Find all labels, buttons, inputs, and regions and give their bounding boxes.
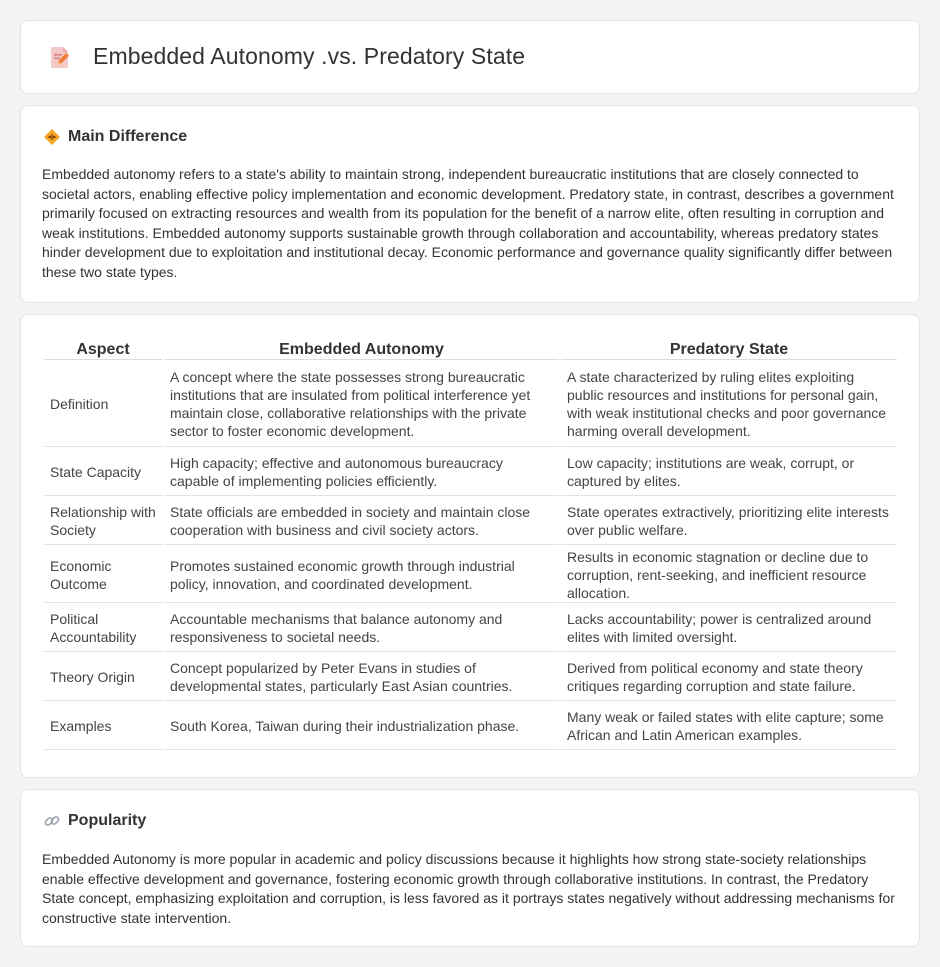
embedded-cell: High capacity; effective and autonomous bureaucracy capable of implementing policies efficiently. bbox=[164, 449, 559, 496]
table-row bbox=[44, 654, 897, 701]
table-row bbox=[44, 362, 897, 447]
comparison-table bbox=[42, 335, 899, 752]
aspect-cell: Political Accountability bbox=[44, 605, 162, 652]
popularity-card bbox=[20, 789, 920, 947]
page-title: Embedded Autonomy .vs. Predatory State bbox=[93, 43, 526, 69]
popularity-text: Embedded Autonomy is more popular in academic and policy discussions because it highlights how strong state-society relationships enable effective development and governance, fostering economic growth through collaborative institutions. In contrast, the Predatory State concept, emphasizing exploitation and corruption, is less favored as it portrays states negatively without addressing mechanisms for constructive state intervention. bbox=[42, 851, 895, 926]
predatory-cell: Many weak or failed states with elite capture; some African and Latin American examples. bbox=[561, 703, 897, 750]
embedded-cell: A concept where the state possesses strong bureaucratic institutions that are insulated from political interference yet maintain close, collaborative relationships with the private sector to foster economic development. bbox=[164, 362, 559, 447]
predatory-cell: Derived from political economy and state theory critiques regarding corruption and state failure. bbox=[561, 654, 897, 701]
document-edit-icon bbox=[47, 44, 73, 70]
header-predatory-state: Predatory State bbox=[561, 337, 897, 360]
header-embedded-autonomy: Embedded Autonomy bbox=[164, 337, 559, 360]
main-difference-card bbox=[20, 105, 920, 303]
embedded-cell: Accountable mechanisms that balance autonomy and responsiveness to societal needs. bbox=[164, 605, 559, 652]
embedded-cell: Promotes sustained economic growth through industrial policy, innovation, and coordinated development. bbox=[164, 547, 559, 603]
main-difference-text: Embedded autonomy refers to a state's ability to maintain strong, independent bureaucratic institutions that are closely connected to societal actors, enabling effective policy implementation and economic development. Predatory state, in contrast, describes a government primarily focused on extracting resources and wealth from its population for the benefit of a narrow elite, often resulting in corruption and weak institutions. Embedded autonomy supports sustainable growth through collaboration and accountability, whereas predatory states hinder development due to exploitation and institutional decay. Economic performance and governance quality significantly differ between these two state types. bbox=[42, 166, 894, 280]
predatory-cell: State operates extractively, prioritizing elite interests over public welfare. bbox=[561, 498, 897, 545]
aspect-cell: Economic Outcome bbox=[44, 547, 162, 603]
aspect-cell: Relationship with Society bbox=[44, 498, 162, 545]
embedded-cell: State officials are embedded in society and maintain close cooperation with business and civil society actors. bbox=[164, 498, 559, 545]
comparison-card bbox=[20, 314, 920, 778]
link-icon bbox=[43, 812, 61, 830]
aspect-cell: Definition bbox=[44, 362, 162, 447]
popularity-heading: Popularity bbox=[68, 812, 147, 829]
embedded-cell: Concept popularized by Peter Evans in studies of developmental states, particularly East Asian countries. bbox=[164, 654, 559, 701]
popularity-heading-row bbox=[43, 812, 146, 830]
table-row bbox=[44, 605, 897, 652]
title-row bbox=[47, 43, 525, 70]
main-difference-heading: Main Difference bbox=[68, 128, 188, 145]
predatory-cell: Results in economic stagnation or decline due to corruption, rent-seeking, and inefficient resource allocation. bbox=[561, 547, 897, 603]
table-header-row bbox=[44, 337, 897, 360]
embedded-cell: South Korea, Taiwan during their industrialization phase. bbox=[164, 703, 559, 750]
predatory-cell: Low capacity; institutions are weak, corrupt, or captured by elites. bbox=[561, 449, 897, 496]
aspect-cell: Examples bbox=[44, 703, 162, 750]
header-card bbox=[20, 20, 920, 94]
table-row bbox=[44, 498, 897, 545]
table-row bbox=[44, 547, 897, 603]
predatory-cell: A state characterized by ruling elites exploiting public resources and institutions for personal gain, with weak institutional checks and poor governance harming overall development. bbox=[561, 362, 897, 447]
diamond-icon bbox=[43, 128, 61, 146]
table-row bbox=[44, 703, 897, 750]
predatory-cell: Lacks accountability; power is centralized around elites with limited oversight. bbox=[561, 605, 897, 652]
header-aspect: Aspect bbox=[44, 337, 162, 360]
aspect-cell: Theory Origin bbox=[44, 654, 162, 701]
aspect-cell: State Capacity bbox=[44, 449, 162, 496]
table-row bbox=[44, 449, 897, 496]
main-difference-heading-row bbox=[43, 128, 187, 146]
